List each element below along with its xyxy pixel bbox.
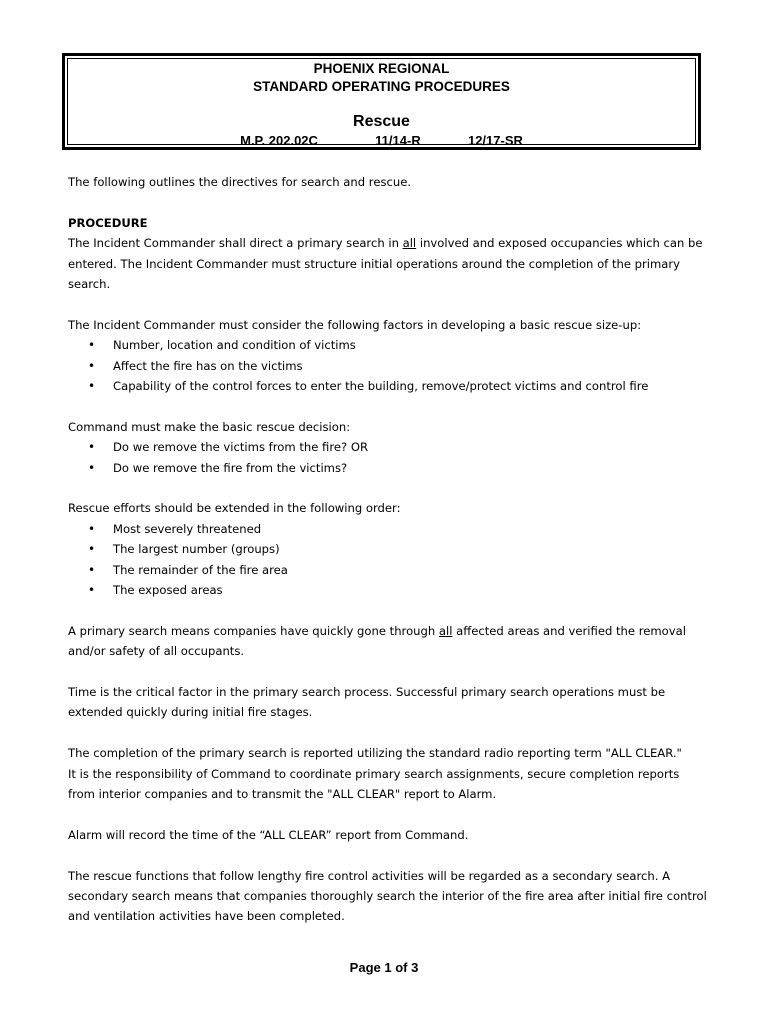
all-clear-paragraph-line2: It is the responsibility of Command to coordinate primary search assignments, secure completion reports from interior companies and to transmit the "ALL CLEAR" report to Alarm. [68,766,680,802]
primary-search-paragraph [68,233,708,294]
rescue-order-intro: Rescue efforts should be extended in the following order: [68,501,401,516]
org-name: PHOENIX REGIONAL [313,61,450,76]
list-item: • Affect the fire has on the victims [68,356,708,376]
text-span: involved and exposed occupancies which can be entered. The Incident Commander must structure initial operations around the completion of the primary search. [68,236,703,292]
primary-search-definition [68,621,708,662]
document-body [68,172,708,947]
secondary-search-paragraph: The rescue functions that follow lengthy fire control activities will be regarded as a secondary search. A secondary search means that companies thoroughly search the interior of the fire area after initial fire control and ventilation activities have been completed. [68,868,707,924]
list-item: • Capability of the control forces to enter the building, remove/protect victims and control fire [68,376,708,396]
list-item: • The largest number (groups) [68,539,708,559]
revision-2: 12/17-SR [467,133,523,148]
text-span: A primary search means companies have quickly gone through [68,623,439,638]
list-item: • The remainder of the fire area [68,560,708,580]
rescue-decision-intro: Command must make the basic rescue decision: [68,419,351,434]
list-item: • Number, location and condition of victims [68,335,708,355]
document-meta [65,133,698,148]
time-factor-paragraph: Time is the critical factor in the primary search process. Successful primary search operations must be extended quickly during initial fire stages. [68,685,666,720]
mp-number: M.P. 202.02C [240,133,318,148]
header-box [62,53,701,150]
rescue-order-list [68,519,708,601]
list-item: • Do we remove the victims from the fire? OR [68,437,708,457]
page-title: Rescue [353,113,410,130]
size-up-factors-list [68,335,708,396]
list-item: • Most severely threatened [68,519,708,539]
underlined-all: all [402,236,417,251]
rescue-decision-list [68,437,708,478]
text-span: affected areas and verified the removal and/or safety of all occupants. [68,623,686,659]
list-item: • Do we remove the fire from the victims? [68,458,708,478]
procedure-heading: PROCEDURE [68,215,148,230]
underlined-all: all [438,623,453,638]
intro-paragraph: The following outlines the directives for search and rescue. [68,175,412,189]
size-up-intro: The Incident Commander must consider the following factors in developing a basic rescue size-up: [68,317,642,332]
revision-1: 11/14-R [375,133,421,148]
list-item: • The exposed areas [68,580,708,600]
page-number: Page 1 of 3 [349,960,419,975]
alarm-record-paragraph: Alarm will record the time of the “ALL CLEAR” report from Command. [68,827,469,842]
text-span: The Incident Commander shall direct a primary search in [68,236,403,251]
all-clear-paragraph-line1: The completion of the primary search is reported utilizing the standard radio reporting term "ALL CLEAR." [68,746,682,761]
document-type: STANDARD OPERATING PROCEDURES [253,79,510,94]
